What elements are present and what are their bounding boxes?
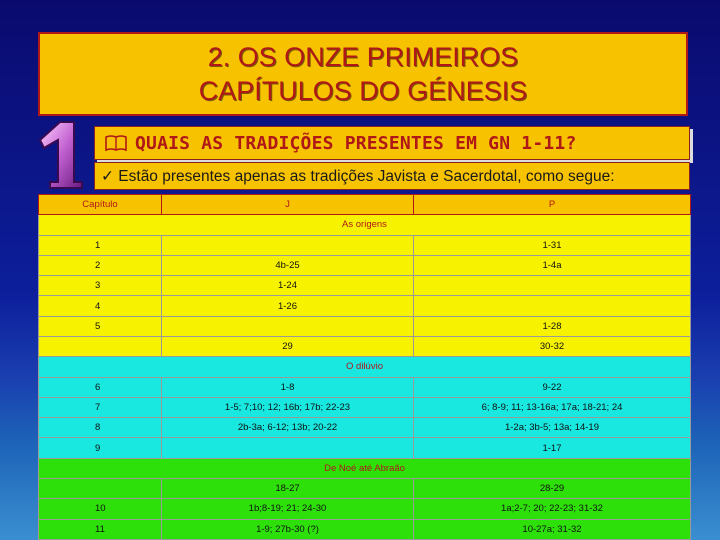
- traditions-table: [38, 194, 691, 540]
- answer-box: [94, 162, 690, 190]
- cell-j: 1-24: [162, 276, 414, 296]
- cell-p: [414, 296, 691, 316]
- table-row: [39, 336, 691, 356]
- table-header-row: [39, 195, 691, 215]
- cell-chapter: 11: [39, 519, 162, 540]
- cell-p: 6; 8-9; 11; 13-16a; 17a; 18-21; 24: [414, 397, 691, 417]
- cell-j: [162, 235, 414, 255]
- table-row: [39, 276, 691, 296]
- cell-j: 29: [162, 336, 414, 356]
- cell-chapter: 2: [39, 255, 162, 275]
- cell-j: 1-9; 27b-30 (?): [162, 519, 414, 540]
- cell-chapter: 5: [39, 316, 162, 336]
- cell-chapter: 9: [39, 438, 162, 458]
- header-j: J: [162, 195, 414, 215]
- cell-p: 1a;2-7; 20; 22-23; 31-32: [414, 499, 691, 519]
- cell-j: 4b-25: [162, 255, 414, 275]
- header-p: P: [414, 195, 691, 215]
- cell-p: 1-2a; 3b-5; 13a; 14-19: [414, 418, 691, 438]
- section-origins-row: [39, 215, 691, 235]
- title-box: [38, 32, 688, 116]
- table-row: [39, 255, 691, 275]
- question-box: [94, 126, 690, 160]
- cell-j: 1b;8-19; 21; 24-30: [162, 499, 414, 519]
- cell-p: 1-4a: [414, 255, 691, 275]
- section-noah-row: [39, 458, 691, 478]
- cell-j: [162, 438, 414, 458]
- cell-chapter: 3: [39, 276, 162, 296]
- table-row: [39, 478, 691, 498]
- table-row: [39, 519, 691, 540]
- table-row: [39, 296, 691, 316]
- number-one-badge-icon: [30, 118, 88, 190]
- table-row: [39, 438, 691, 458]
- cell-chapter: 7: [39, 397, 162, 417]
- open-book-icon: [105, 134, 127, 152]
- section-flood-label: O dilúvio: [39, 357, 691, 377]
- section-flood-row: [39, 357, 691, 377]
- cell-p: 28-29: [414, 478, 691, 498]
- table-row: [39, 316, 691, 336]
- cell-chapter: 6: [39, 377, 162, 397]
- cell-p: 9-22: [414, 377, 691, 397]
- cell-chapter: 4: [39, 296, 162, 316]
- title-line-2: CAPÍTULOS DO GÉNESIS: [198, 76, 528, 106]
- cell-p: 1-31: [414, 235, 691, 255]
- question-text: QUAIS AS TRADIÇÕES PRESENTES EM GN 1-11?: [135, 132, 577, 154]
- cell-chapter: 10: [39, 499, 162, 519]
- table-row: [39, 377, 691, 397]
- cell-j: 1-8: [162, 377, 414, 397]
- cell-p: 10-27a; 31-32: [414, 519, 691, 540]
- header-chapter: Capítulo: [39, 195, 162, 215]
- table-row: [39, 418, 691, 438]
- table-row: [39, 499, 691, 519]
- table-row: [39, 235, 691, 255]
- cell-j: 1-26: [162, 296, 414, 316]
- section-origins-label: As origens: [39, 215, 691, 235]
- cell-p: [414, 276, 691, 296]
- section-noah-label: De Noé até Abraão: [39, 458, 691, 478]
- cell-p: 30-32: [414, 336, 691, 356]
- cell-chapter: [39, 478, 162, 498]
- cell-j: 1-5; 7;10; 12; 16b; 17b; 22-23: [162, 397, 414, 417]
- answer-text: ✓ Estão presentes apenas as tradições Javista e Sacerdotal, como segue:: [101, 167, 615, 185]
- cell-p: 1-28: [414, 316, 691, 336]
- cell-p: 1-17: [414, 438, 691, 458]
- cell-j: 2b-3a; 6-12; 13b; 20-22: [162, 418, 414, 438]
- title-line-1: 2. OS ONZE PRIMEIROS: [207, 42, 519, 72]
- table-row: [39, 397, 691, 417]
- cell-chapter: 8: [39, 418, 162, 438]
- cell-chapter: 1: [39, 235, 162, 255]
- cell-j: 18-27: [162, 478, 414, 498]
- cell-j: [162, 316, 414, 336]
- cell-chapter: [39, 336, 162, 356]
